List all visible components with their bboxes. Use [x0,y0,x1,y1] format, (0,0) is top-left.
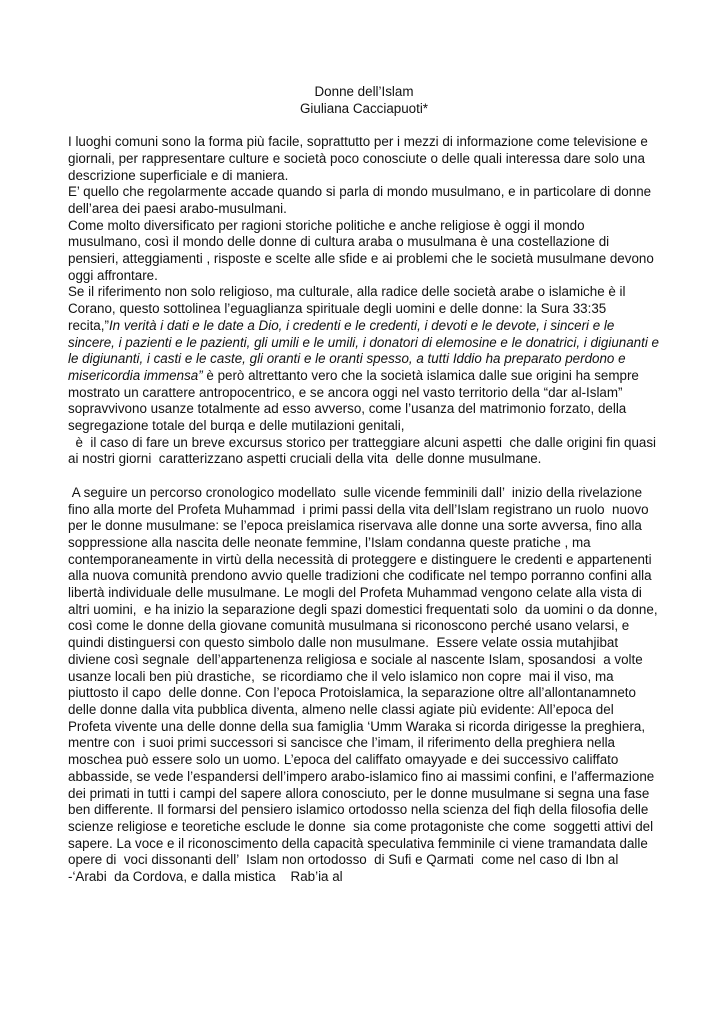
quran-after: è però altrettanto vero che la società islamica dalle sue origini ha sempre mostrato un carattere antropocentrico, e se ancora oggi nel vasto territorio della “dar al-Islam” sopravvivono usanze totalmente ad esso avverso, come l’usanza del matrimonio forzato, della segregazione totale del burqa e delle mutilazioni genitali, [68,367,639,434]
document-page [68,84,660,886]
paragraph-history: A seguire un percorso cronologico modellato sulle vicende femminili dall’ inizio della rivelazione fino alla morte del Profeta Muhammad i primi passi della vita dell’Islam registrano un ruolo nuovo per le donne musulmane: se l’epoca preislamica riservava alle donne una sorte avversa, fino alla soppressione alla nascita delle neonate femmine, l’Islam condanna queste pratiche , ma contemporaneamente in virtù della necessità di proteggere e distinguere le credenti e appartenenti alla nuova comunità prendono avvio quelle tradizioni che codificate nel tempo porranno confini alla libertà individuale delle musulmane. Le mogli del Profeta Muhammad vengono celate alla vista di altri uomini, e ha inizio la separazione degli spazi domestici frequentati solo da uomini o da donne, così come le donne della giovane comunità musulmana si riconoscono perché usano velarsi, e quindi distinguersi con questo simbolo dalle non musulmane. Essere velate ossia mutahjibat diviene così segnale dell’appartenenza religiosa e sociale al nascente Islam, sposandosi a volte usanze locali ben più drastiche, se ricordiamo che il velo islamico non copre mai il viso, ma piuttosto il capo delle donne. Con l’epoca Protoislamica, la separazione oltre all’allontanamneto delle donne dalla vita pubblica diventa, almeno nelle classi agiate più evidente: All’epoca del Profeta vivente una delle donne della sua famiglia ‘Umm Waraka si ricorda dirigesse la preghiera, mentre con i suoi primi successori si sancisce che l’imam, il riferimento della preghiera nella moschea può essere solo un uomo. L’epoca del califfato omayyade e dei successivo califfato abbasside, se vede l’espandersi dell’impero arabo-islamico fino ai massimi confini, e l’affermazione dei primati in tutti i campi del sapere allora conosciuto, per le donne musulmane si segna una fase ben differente. Il formarsi del pensiero islamico ortodosso nella scienza del fiqh della filosofia delle scienze religiose e teoretiche esclude le donne sia come protagoniste che come soggetti attivi del sapere. La voce e il riconoscimento della capacità speculativa femminile ci viene tramandata dalle opere di voci dissonanti dell’ Islam non ortodosso di Sufi e Qarmati come nel caso di Ibn al -‘Arabi da Cordova, e dalla mistica Rab’ia al [68,484,662,885]
paragraph-excursus: è il caso di fare un breve excursus storico per tratteggiare alcuni aspetti che dalle origini fin quasi ai nostri giorni caratterizzano aspetti cruciali della vita delle donne musulmane. [68,434,660,467]
document-title: Donne dell’Islam [314,84,414,99]
quran-intro: Se il riferimento non solo religioso, ma culturale, alla radice delle società arabe o islamiche è il Corano, questo sottolinea l’eguaglianza spirituale degli uomini e delle donne: la Sura 33:35 recita,” [68,284,626,333]
title-block [68,84,660,117]
quran-quote: In verità i dati e le date a Dio, i credenti e le credenti, i devoti e le devote, i sinceri e le sincere, i pazienti e le pazienti, gli umili e le umili, i donatori di elemosine e le donatrici, i digiunanti e le digiunanti, i casti e le caste, gli oranti e le oranti spesso, a tutti Iddio ha preparato perdono e misericordia immensa” [68,317,659,383]
paragraph-quran [68,284,660,434]
paragraph-gap [68,468,660,485]
paragraph-3: Come molto diversificato per ragioni storiche politiche e anche religiose è oggi il mondo musulmano, così il mondo delle donne di cultura araba o musulmana è una costellazione di pensieri, atteggiamenti , risposte e scelte alle sfide e ai problemi che le società musulmane devono oggi affrontare. [68,217,654,283]
document-author: Giuliana Cacciapuoti* [299,100,429,116]
paragraph-1: I luoghi comuni sono la forma più facile, soprattutto per i mezzi di informazione come televisione e giornali, per rappresentare culture e società poco conosciute o delle quali interessa dare solo una descrizione superficiale e di maniera. [68,134,648,183]
paragraph-2: E’ quello che regolarmente accade quando si parla di mondo musulmano, e in particolare di donne dell’area dei paesi arabo-musulmani. [68,184,652,216]
